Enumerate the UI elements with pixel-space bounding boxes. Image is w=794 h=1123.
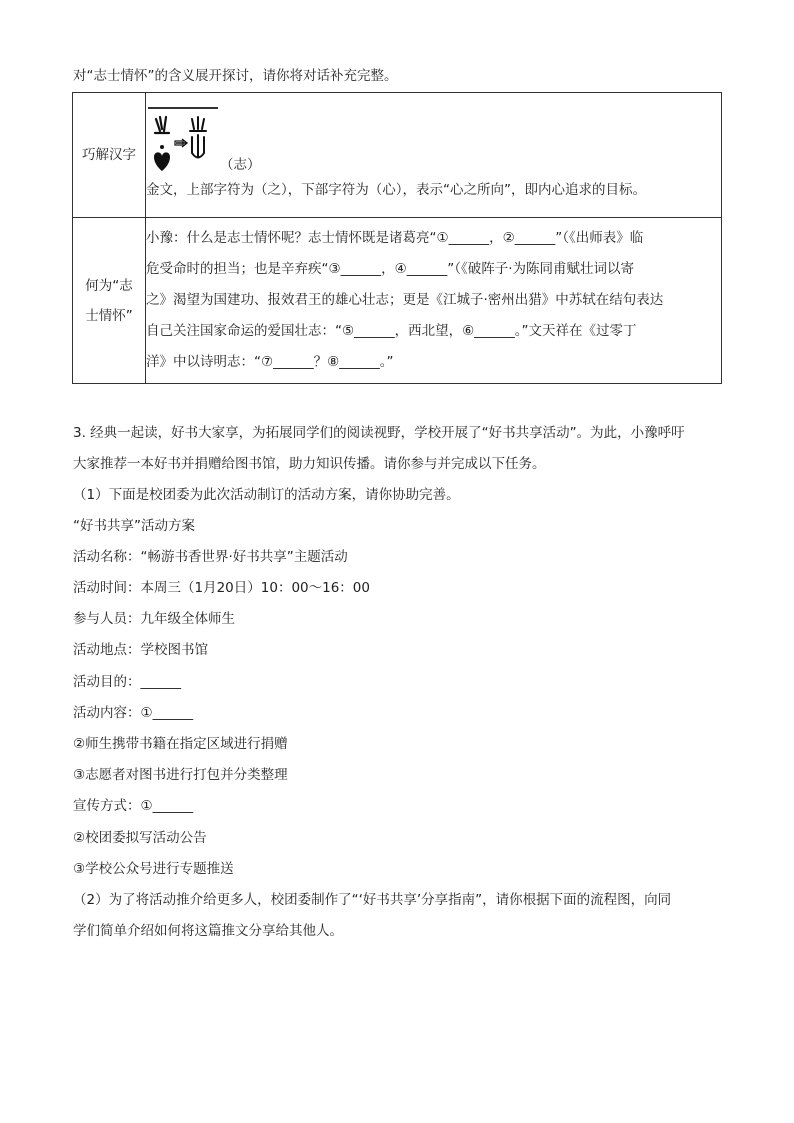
dialogue-line-1: 小豫：什么是志士情怀呢？志士情怀既是诸葛亮“①______，②______”（《出师表》临 — [146, 230, 644, 246]
activity-place: 活动地点：学校图书馆 — [73, 642, 208, 658]
dialogue-line-3: 之》渴望为国建功、报效君王的雄心壮志；更是《江城子·密州出猎》中苏轼在结句表达 — [146, 292, 664, 308]
row-label-zhishi — [73, 218, 146, 384]
plan-title: “好书共享”活动方案 — [73, 518, 195, 534]
promo-3: ③学校公众号进行专题推送 — [73, 861, 234, 877]
row-label-hanzi: 巧解汉字 — [73, 93, 146, 218]
q3-line-1: 3. 经典一起读，好书大家享，为拓展同学们的阅读视野，学校开展了“好书共享活动”。为此，小豫呼吁 — [73, 425, 685, 441]
promo-2: ②校团委拟写活动公告 — [73, 830, 207, 846]
activity-goal: 活动目的：______ — [73, 674, 181, 690]
activity-time: 活动时间：本周三（1月20日）10：00～16：00 — [73, 580, 370, 596]
activity-content-1: 活动内容：①______ — [73, 705, 194, 721]
intro-text: 对“志士情怀”的含义展开探讨，请你将对话补充完整。 — [73, 68, 398, 84]
dialogue-cell — [146, 218, 722, 384]
q3-sub2-line-2: 学们简单介绍如何将这篇推文分享给其他人。 — [73, 923, 343, 939]
activity-people: 参与人员：九年级全体师生 — [73, 611, 235, 627]
glyph-caption: （志） — [220, 157, 261, 173]
promo-1: 宣传方式：①______ — [73, 798, 194, 814]
activity-content-3: ③志愿者对图书进行打包并分类整理 — [73, 767, 288, 783]
activity-content-2: ②师生携带书籍在指定区域进行捐赠 — [73, 736, 288, 752]
zhi-glyph-icon — [146, 113, 216, 175]
row-label-line1: 何为“志 — [85, 277, 133, 294]
table-row — [73, 93, 722, 218]
activity-name: 活动名称：“畅游书香世界·好书共享”主题活动 — [73, 549, 348, 565]
divider-bar — [148, 107, 218, 109]
dialogue-line-5: 洋》中以诗明志：“⑦______？⑧______。” — [146, 354, 394, 370]
bronze-script-glyph — [146, 113, 721, 175]
q3-sub1: （1）下面是校团委为此次活动制订的活动方案，请你协助完善。 — [73, 487, 460, 503]
row-label-line2: 士情怀” — [85, 307, 133, 324]
q3-line-2: 大家推荐一本好书并捐赠给图书馆，助力知识传播。请你参与并完成以下任务。 — [73, 456, 546, 472]
hanzi-cell — [146, 93, 722, 218]
glyph-explanation: 金文，上部字符为（之），下部字符为（心），表示“心之所向”，即内心追求的目标。 — [146, 182, 646, 198]
dialogue-line-2: 危受命时的担当；也是辛弃疾“③______，④______”（《破阵子·为陈同甫赋壮词以寄 — [146, 261, 634, 277]
dialogue-line-4: 自己关注国家命运的爱国壮志：“⑤______，西北望，⑥______。”文天祥在《过零丁 — [146, 323, 637, 339]
table-row — [73, 218, 722, 384]
q3-sub2-line-1: （2）为了将活动推介给更多人，校团委制作了“‘好书共享’分享指南”，请你根据下面的流程图，向同 — [73, 892, 672, 908]
question-table — [72, 92, 722, 384]
